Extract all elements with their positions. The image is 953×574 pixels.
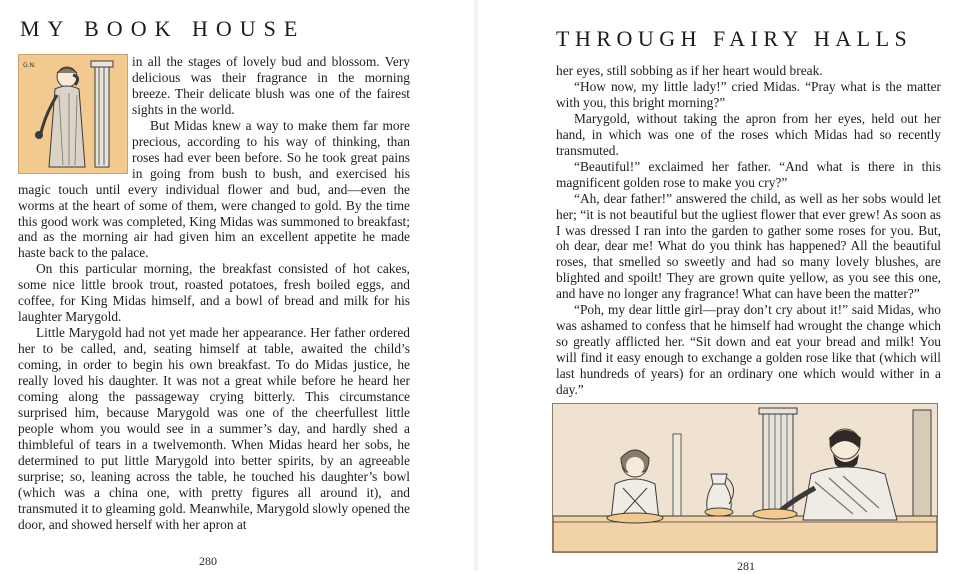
paragraph: “How now, my little lady!” cried Midas. “Pray what is the matter with you, this bright morning?” [556, 78, 941, 110]
paragraph: But Midas knew a way to make them far more precious, according to his way of thinking, than roses had ever been before. So he took great pains in going from bush to bush, and exercised his magic touch until every individual flower and bud, and—even the worms at the heart of some of them, were changed to gold. By the time this good work was completed, King Midas was summoned to breakfast; and as the morning air had given him an excellent appetite he made haste back to the palace. [18, 117, 410, 261]
running-head-left: MY BOOK HOUSE [20, 16, 306, 41]
left-page-text [18, 54, 410, 533]
running-head-right: THROUGH FAIRY HALLS [556, 26, 913, 51]
svg-text:G.N.: G.N. [23, 62, 36, 69]
page-number-right: 281 [737, 559, 755, 573]
paragraph: Marygold, without taking the apron from her eyes, held out her hand, in which was one of the roses which Midas had so recently transmuted. [556, 110, 941, 158]
girl-with-rose-drawing [19, 55, 127, 173]
marygold-rose-illustration [18, 54, 128, 174]
midas-breakfast-illustration [552, 403, 938, 553]
paragraph: in all the stages of lovely bud and blossom. Very delicious was their fragrance in the morning breeze. Their delicate blush was one of the fairest sights in the world. [132, 54, 410, 117]
paragraph: Little Marygold had not yet made her appearance. Her father ordered her to be called, and, seating himself at table, awaited the child’s coming, in order to begin his own breakfast. To do Midas justice, he really loved his daughter. It was not a great while before he heard her coming along the passageway crying bitterly. This circumstance surprised him, because Marygold was one of the cheerfullest little people whom you would see in a summer’s day, and hardly shed a thimbleful of tears in a twelvemonth. When Midas heard her sobs, he determined to put little Marygold into better spirits, by an agreeable surprise; so, leaning across the table, he touched his daughter’s bowl (which was a china one, with pretty figures all around it), and transmuted it to gleaming gold. Meanwhile, Marygold slowly opened the door, and showed herself with her apron at [18, 325, 410, 532]
paragraph: “Poh, my dear little girl—pray don’t cry about it!” said Midas, who was ashamed to confess that he himself had wrought the change which so greatly afflicted her. “Sit down and eat your bread and milk! You will find it easy enough to exchange a golden rose like that (which will last hundreds of years) for an ordinary one which would wither in a day.” [556, 302, 941, 398]
paragraph: On this particular morning, the breakfast consisted of hot cakes, some nice little brook trout, roasted potatoes, fresh boiled eggs, and coffee, for King Midas himself, and a bowl of bread and milk for his laughter Marygold. [18, 261, 410, 325]
paragraph: “Beautiful!” exclaimed her father. “And what is there in this magnificent golden rose to make you cry?” [556, 158, 941, 190]
page-number-left: 280 [199, 554, 217, 568]
paragraph: her eyes, still sobbing as if her heart would break. [556, 63, 823, 78]
right-page-text [556, 63, 941, 398]
paragraph: “Ah, dear father!” answered the child, as well as her sobs would let her; “it is not beautiful but the ugliest flower that ever grew! As soon as I was dressed I ran into the garden to gather some roses for you. But, oh dear, dear me! What do you think has happened? All the beautiful roses, that smelled so sweetly and had so many lovely blushes, are blighted and spoilt! They are grown quite yellow, as you see this one, and have no longer any fragrance! What can have been the matter?” [556, 190, 941, 302]
left-page [0, 0, 476, 571]
midas-and-marygold-drawing [553, 404, 937, 552]
